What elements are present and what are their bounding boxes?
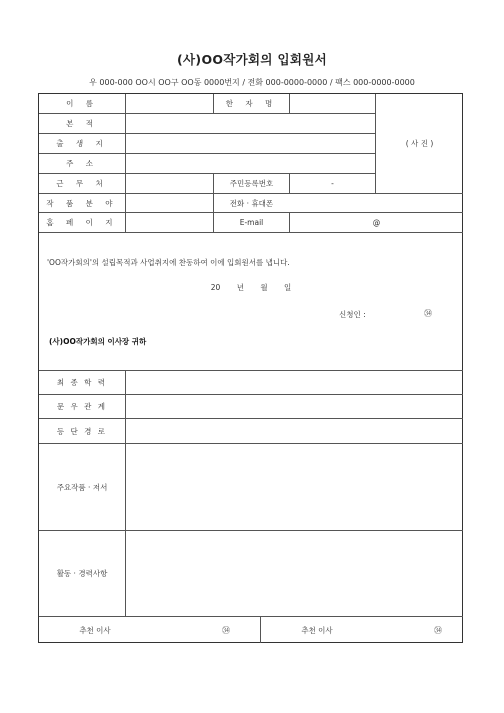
birthplace-field[interactable] <box>126 134 375 153</box>
address-field[interactable] <box>126 154 375 173</box>
declaration-statement: 'OO작가회의'의 설립목적과 사업취지에 찬동하여 이에 입회원서를 냅니다. <box>47 258 290 267</box>
name-label: 이 름 <box>66 99 98 108</box>
recommend-director-1-label: 추천 이사 <box>79 625 111 635</box>
origin-field[interactable] <box>126 114 375 133</box>
hanja-field[interactable] <box>290 94 375 113</box>
recommend-director-2-label: 추천 이사 <box>301 625 333 635</box>
genre-label: 작 품 분 야 <box>46 198 118 208</box>
works-field[interactable] <box>126 444 463 530</box>
email-field[interactable]: @ <box>372 218 381 227</box>
form-title: (사)OO작가회의 입회원서 <box>177 52 327 67</box>
works-label: 주요작품 · 저서 <box>56 482 108 492</box>
id-label: 주민등록번호 <box>229 179 274 188</box>
birthplace-label: 출 생 지 <box>56 139 108 148</box>
origin-label: 본 적 <box>66 119 98 128</box>
applicant-label: 신청인 : <box>339 310 366 319</box>
declaration-date: 20 년 월 일 <box>210 283 292 292</box>
education-label: 최 종 학 력 <box>56 378 108 387</box>
photo-box: ( 사 진 ) <box>405 139 434 148</box>
recipient-line: (사)OO작가회의 이사장 귀하 <box>49 337 147 346</box>
genre-field[interactable] <box>126 194 213 212</box>
name-field[interactable] <box>126 94 213 113</box>
email-label: E-mail <box>239 218 264 227</box>
debut-label: 등 단 경 로 <box>56 426 108 436</box>
address-line: 우 000-000 OO시 OO구 OO동 0000번지 / 전화 000-0000-0000 / 팩스 000-0000-0000 <box>89 78 415 87</box>
homepage-field[interactable] <box>126 213 213 232</box>
homepage-label: 홈 페 이 지 <box>46 218 118 227</box>
mentor-field[interactable] <box>126 395 463 418</box>
education-field[interactable] <box>126 371 463 394</box>
address-label: 주 소 <box>66 159 98 168</box>
hanja-label: 한 자 명 <box>225 99 278 108</box>
work-field[interactable] <box>126 174 213 193</box>
career-field[interactable] <box>126 531 463 616</box>
applicant-seal: ㉞ <box>424 309 432 318</box>
application-form <box>38 93 463 643</box>
phone-field[interactable] <box>290 194 463 212</box>
work-label: 근 무 처 <box>56 179 108 188</box>
phone-label: 전화 · 휴대폰 <box>229 198 274 208</box>
career-label: 활동 · 경력사항 <box>56 569 108 578</box>
mentor-label: 문 우 관 계 <box>56 402 108 411</box>
recommend-director-1-seal: ㉞ <box>222 625 230 635</box>
recommend-director-2-seal: ㉞ <box>434 625 442 635</box>
debut-field[interactable] <box>126 419 463 443</box>
id-field[interactable]: - <box>331 179 334 188</box>
